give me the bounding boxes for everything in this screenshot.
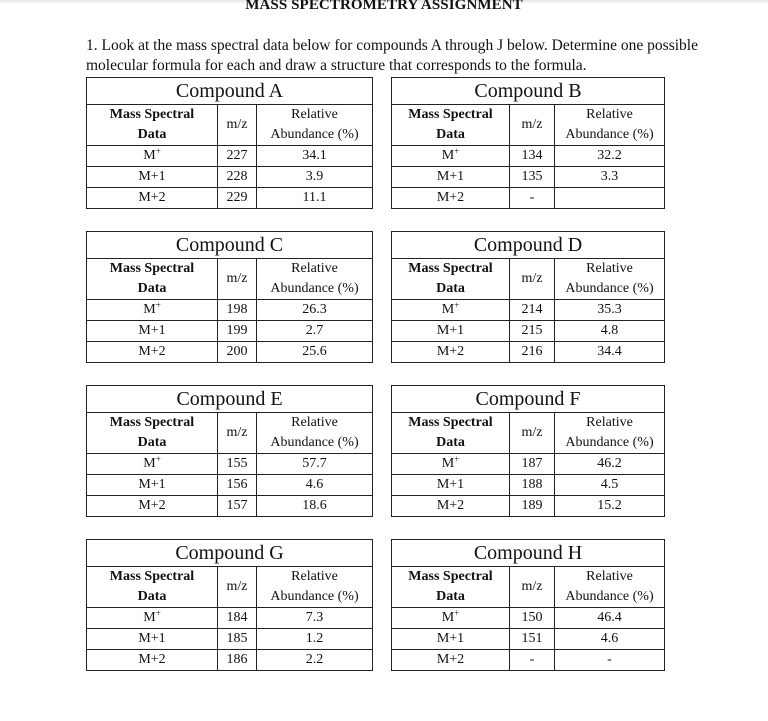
mz-value: 151 xyxy=(510,629,555,650)
peak-label: M+ xyxy=(87,146,218,167)
mz-value: 214 xyxy=(510,300,555,321)
abundance-value: 34.4 xyxy=(555,342,665,363)
header-mz: m/z xyxy=(510,567,555,608)
abundance-value: 4.5 xyxy=(555,475,665,496)
mz-value: 155 xyxy=(218,454,257,475)
header-text: Abundance (%) xyxy=(270,435,359,450)
compound-name: Compound E xyxy=(87,386,373,413)
header-text: Mass Spectral xyxy=(109,415,195,430)
peak-label: M+1 xyxy=(392,321,510,342)
header-mass-spectral-data xyxy=(392,259,510,300)
header-mass-spectral-data xyxy=(87,567,218,608)
header-mz: m/z xyxy=(218,259,257,300)
abundance-value: 25.6 xyxy=(257,342,373,363)
mz-value: - xyxy=(510,650,555,671)
abundance-value: 46.2 xyxy=(555,454,665,475)
compound-table-f xyxy=(391,385,665,517)
compound-name: Compound C xyxy=(87,232,373,259)
mz-value: 229 xyxy=(218,188,257,209)
mz-value: 228 xyxy=(218,167,257,188)
header-text: Mass Spectral xyxy=(109,569,195,584)
header-text: Relative xyxy=(291,415,338,430)
mz-value: 188 xyxy=(510,475,555,496)
table-row xyxy=(87,321,373,342)
peak-label: M+2 xyxy=(87,496,218,517)
header-relative-abundance xyxy=(555,259,665,300)
mz-value: 200 xyxy=(218,342,257,363)
mz-value: 215 xyxy=(510,321,555,342)
peak-label: M+2 xyxy=(392,496,510,517)
header-mass-spectral-data xyxy=(392,105,510,146)
peak-label: M+ xyxy=(392,454,510,475)
header-text: Mass Spectral xyxy=(109,261,195,276)
compound-name: Compound D xyxy=(392,232,665,259)
mz-value: 216 xyxy=(510,342,555,363)
mz-value: 187 xyxy=(510,454,555,475)
peak-label: M+ xyxy=(392,608,510,629)
instructions-line-1: 1. Look at the mass spectral data below for compounds A through J below. Determine one possible xyxy=(86,37,698,54)
compound-table-d xyxy=(391,231,665,363)
abundance-value: 3.9 xyxy=(257,167,373,188)
header-mz: m/z xyxy=(510,105,555,146)
instructions-line-2: molecular formula for each and draw a structure that corresponds to the formula. xyxy=(86,57,587,74)
header-mz: m/z xyxy=(218,105,257,146)
table-row xyxy=(392,629,665,650)
header-text: Mass Spectral xyxy=(408,107,493,122)
mz-value: 156 xyxy=(218,475,257,496)
peak-label: M+ xyxy=(87,608,218,629)
header-text: Data xyxy=(436,281,465,296)
table-row xyxy=(392,188,665,209)
header-text: Relative xyxy=(586,415,633,430)
peak-label: M+2 xyxy=(87,342,218,363)
page-title: MASS SPECTROMETRY ASSIGNMENT xyxy=(245,0,523,13)
compound-table-c xyxy=(86,231,373,363)
mz-value: 198 xyxy=(218,300,257,321)
table-row xyxy=(392,167,665,188)
table-row xyxy=(87,496,373,517)
header-relative-abundance xyxy=(555,413,665,454)
header-mass-spectral-data xyxy=(392,413,510,454)
header-mz: m/z xyxy=(510,259,555,300)
header-text: Data xyxy=(137,127,167,142)
abundance-value: 11.1 xyxy=(257,188,373,209)
abundance-value: 15.2 xyxy=(555,496,665,517)
abundance-value: 32.2 xyxy=(555,146,665,167)
abundance-value: 4.6 xyxy=(257,475,373,496)
compound-name: Compound F xyxy=(392,386,665,413)
peak-label: M+2 xyxy=(392,188,510,209)
table-row xyxy=(392,321,665,342)
peak-label: M+1 xyxy=(87,629,218,650)
header-mz: m/z xyxy=(218,413,257,454)
header-relative-abundance xyxy=(257,105,373,146)
header-mass-spectral-data xyxy=(87,413,218,454)
header-text: Mass Spectral xyxy=(408,569,493,584)
abundance-value: 35.3 xyxy=(555,300,665,321)
compound-name: Compound A xyxy=(87,78,373,105)
abundance-value: 3.3 xyxy=(555,167,665,188)
header-text: Data xyxy=(436,589,465,604)
header-mz: m/z xyxy=(218,567,257,608)
header-text: Mass Spectral xyxy=(408,415,493,430)
table-row xyxy=(87,188,373,209)
header-text: Relative xyxy=(291,569,338,584)
peak-label: M+ xyxy=(392,146,510,167)
mz-value: 199 xyxy=(218,321,257,342)
abundance-value: 4.8 xyxy=(555,321,665,342)
compound-table-a xyxy=(86,77,373,209)
mz-value: 186 xyxy=(218,650,257,671)
mz-value: 150 xyxy=(510,608,555,629)
header-text: Abundance (%) xyxy=(565,281,654,296)
header-relative-abundance xyxy=(257,413,373,454)
peak-label: M+1 xyxy=(87,167,218,188)
table-row xyxy=(87,342,373,363)
header-relative-abundance xyxy=(257,259,373,300)
compound-table-h xyxy=(391,539,665,671)
header-text: Relative xyxy=(291,261,338,276)
abundance-value: 2.7 xyxy=(257,321,373,342)
header-mass-spectral-data xyxy=(87,259,218,300)
table-row xyxy=(87,650,373,671)
compound-name: Compound B xyxy=(392,78,665,105)
instructions xyxy=(86,36,726,76)
abundance-value: 57.7 xyxy=(257,454,373,475)
peak-label: M+2 xyxy=(392,342,510,363)
peak-label: M+2 xyxy=(392,650,510,671)
header-text: Data xyxy=(436,127,465,142)
mz-value: 134 xyxy=(510,146,555,167)
table-row xyxy=(87,146,373,167)
abundance-value: 46.4 xyxy=(555,608,665,629)
header-relative-abundance xyxy=(555,567,665,608)
table-row xyxy=(87,629,373,650)
peak-label: M+2 xyxy=(87,188,218,209)
header-relative-abundance xyxy=(555,105,665,146)
header-text: Relative xyxy=(586,569,633,584)
header-text: Abundance (%) xyxy=(565,127,654,142)
abundance-value: 26.3 xyxy=(257,300,373,321)
table-row xyxy=(392,146,665,167)
abundance-value xyxy=(555,188,665,209)
table-row xyxy=(87,475,373,496)
header-text: Abundance (%) xyxy=(565,435,654,450)
abundance-value: 18.6 xyxy=(257,496,373,517)
table-row xyxy=(392,300,665,321)
compound-name: Compound G xyxy=(87,540,373,567)
header-text: Data xyxy=(137,281,167,296)
header-text: Data xyxy=(137,435,167,450)
mz-value: 135 xyxy=(510,167,555,188)
header-text: Abundance (%) xyxy=(270,281,359,296)
mz-value: 185 xyxy=(218,629,257,650)
compound-table-e xyxy=(86,385,373,517)
peak-label: M+1 xyxy=(392,629,510,650)
abundance-value: 4.6 xyxy=(555,629,665,650)
compound-table-b xyxy=(391,77,665,209)
mz-value: 227 xyxy=(218,146,257,167)
abundance-value: 2.2 xyxy=(257,650,373,671)
table-row xyxy=(87,167,373,188)
peak-label: M+1 xyxy=(87,475,218,496)
table-row xyxy=(392,496,665,517)
header-mz: m/z xyxy=(510,413,555,454)
peak-label: M+ xyxy=(87,454,218,475)
table-row xyxy=(87,454,373,475)
header-mass-spectral-data xyxy=(392,567,510,608)
compound-table-g xyxy=(86,539,373,671)
table-row xyxy=(392,454,665,475)
header-text: Data xyxy=(436,435,465,450)
table-row xyxy=(392,342,665,363)
table-row xyxy=(87,300,373,321)
mz-value: 189 xyxy=(510,496,555,517)
header-text: Relative xyxy=(291,107,338,122)
mz-value: 157 xyxy=(218,496,257,517)
mz-value: 184 xyxy=(218,608,257,629)
header-text: Data xyxy=(137,589,167,604)
peak-label: M+1 xyxy=(392,167,510,188)
compound-name: Compound H xyxy=(392,540,665,567)
header-text: Relative xyxy=(586,261,633,276)
peak-label: M+ xyxy=(392,300,510,321)
table-row xyxy=(392,475,665,496)
header-text: Abundance (%) xyxy=(270,127,359,142)
table-row xyxy=(87,608,373,629)
peak-label: M+ xyxy=(87,300,218,321)
peak-label: M+1 xyxy=(87,321,218,342)
abundance-value: 34.1 xyxy=(257,146,373,167)
header-text: Relative xyxy=(586,107,633,122)
header-relative-abundance xyxy=(257,567,373,608)
peak-label: M+2 xyxy=(87,650,218,671)
abundance-value: 1.2 xyxy=(257,629,373,650)
header-text: Abundance (%) xyxy=(565,589,654,604)
abundance-value: 7.3 xyxy=(257,608,373,629)
table-row xyxy=(392,608,665,629)
peak-label: M+1 xyxy=(392,475,510,496)
header-text: Mass Spectral xyxy=(109,107,195,122)
header-text: Mass Spectral xyxy=(408,261,493,276)
header-text: Abundance (%) xyxy=(270,589,359,604)
table-row xyxy=(392,650,665,671)
abundance-value: - xyxy=(555,650,665,671)
mz-value: - xyxy=(510,188,555,209)
header-mass-spectral-data xyxy=(87,105,218,146)
